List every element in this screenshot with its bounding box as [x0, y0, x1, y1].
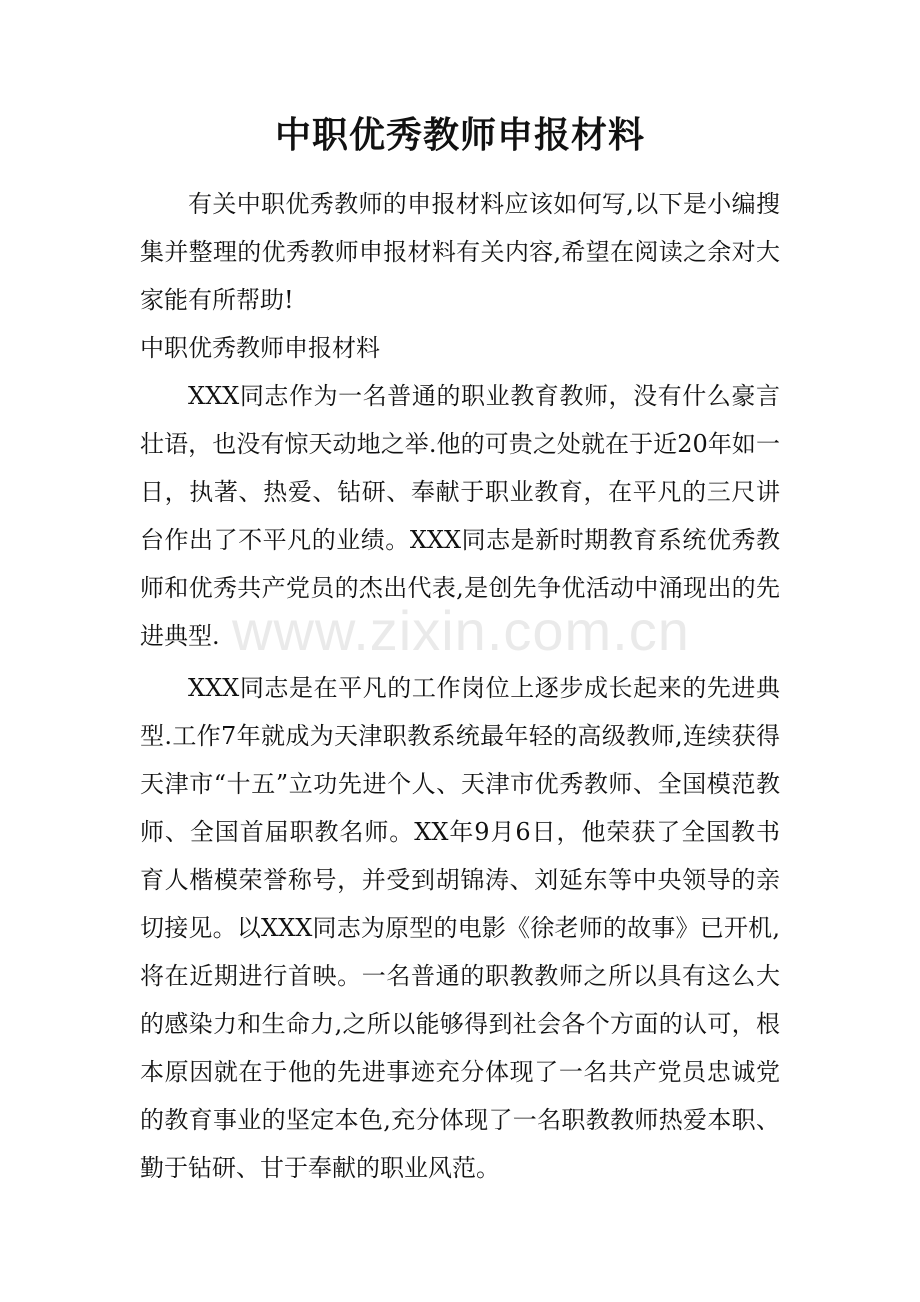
document-title: 中职优秀教师申报材料 [274, 115, 645, 156]
intro-paragraph: 有关中职优秀教师的申报材料应该如何写,以下是小编搜集并整理的优秀教师申报材料有关内容,希望在阅读之余对大家能有所帮助! [140, 190, 780, 314]
body-paragraph-1: XXX同志作为一名普通的职业教育教师，没有什么豪言壮语，也没有惊天动地之举.他的可贵之处就在于近20年如一日，执著、热爱、钻研、奉献于职业教育，在平凡的三尺讲台作出了不平凡的业绩。XXX同志是新时期教育系统优秀教师和优秀共产党员的杰出代表,是创先争优活动中涌现出的先进典型. [140, 382, 780, 650]
body-paragraph-2: XXX同志是在平凡的工作岗位上逐步成长起来的先进典型.工作7年就成为天津职教系统最年轻的高级教师,连续获得天津市“十五”立功先进个人、天津市优秀教师、全国模范教师、全国首届职教名师。XX年9月6日，他荣获了全国教书育人楷模荣誉称号，并受到胡锦涛、刘延东等中央领导的亲切接见。以XXX同志为原型的电影《徐老师的故事》已开机,将在近期进行首映。一名普通的职教教师之所以具有这么大的感染力和生命力,之所以能够得到社会各个方面的认可，根本原因就在于他的先进事迹充分体现了一名共产党员忠诚党的教育事业的坚定本色,充分体现了一名职教教师热爱本职、勤于钻研、甘于奉献的职业风范。 [140, 674, 780, 1182]
watermark-text: www.zixin.com.cn [232, 599, 690, 662]
section-heading: 中职优秀教师申报材料 [140, 334, 380, 362]
document-body [140, 106, 780, 1192]
